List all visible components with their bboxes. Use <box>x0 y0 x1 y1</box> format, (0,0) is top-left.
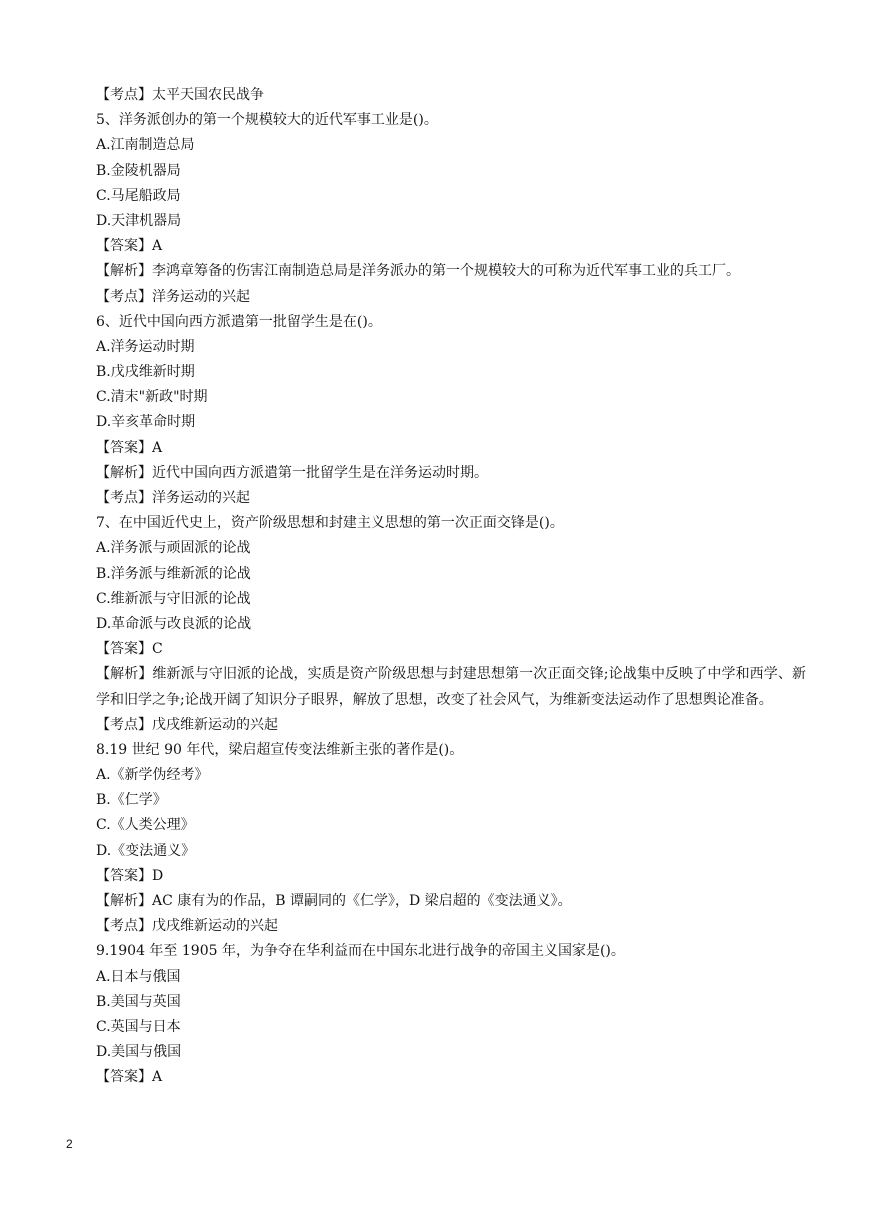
text-line: C.清末"新政"时期 <box>96 389 208 406</box>
text-line: D.辛亥革命时期 <box>96 414 196 431</box>
text-line: 【答案】C <box>96 641 163 658</box>
text-line: D.革命派与改良派的论战 <box>96 615 252 632</box>
text-line: 【考点】洋务运动的兴起 <box>96 490 250 506</box>
text-line: B.《仁学》 <box>96 792 167 809</box>
text-line: 【答案】A <box>96 439 163 456</box>
text-line: A.《新学伪经考》 <box>96 767 209 784</box>
text-line: 【答案】A <box>96 238 163 255</box>
text-line: C.英国与日本 <box>96 1018 181 1035</box>
document-page <box>96 83 806 1091</box>
text-line: C.《人类公理》 <box>96 817 195 834</box>
text-line: C.维新派与守旧派的论战 <box>96 590 251 607</box>
text-line: A.江南制造总局 <box>96 137 195 154</box>
text-line: 【考点】戊戌维新运动的兴起 <box>96 918 278 935</box>
text-line: 【解析】近代中国向西方派遣第一批留学生是在洋务运动时期。 <box>96 464 488 481</box>
text-line: B.美国与英国 <box>96 993 181 1010</box>
lines-after <box>96 713 806 1091</box>
text-line: 9.1904 年至 1905 年，为争夺在华利益而在中国东北进行战争的帝国主义国家是()。 <box>96 943 625 960</box>
text-line: 5、洋务派创办的第一个规模较大的近代军事工业是()。 <box>96 112 438 129</box>
text-line: D.《变法通义》 <box>96 842 196 859</box>
text-line: 【考点】太平天国农民战争 <box>96 87 264 103</box>
text-line: D.天津机器局 <box>96 212 182 229</box>
text-line: 【解析】AC 康有为的作品，B 谭嗣同的《仁学》，D 梁启超的《变法通义》。 <box>96 893 572 910</box>
text-line: 【解析】李鸿章筹备的伤害江南制造总局是洋务派办的第一个规模较大的可称为近代军事工业的兵工厂。 <box>96 263 740 280</box>
text-line: A.日本与俄国 <box>96 968 181 985</box>
text-line: C.马尾船政局 <box>96 187 181 204</box>
text-line: 【考点】洋务运动的兴起 <box>96 288 250 305</box>
lines-before <box>96 83 806 662</box>
text-line: 8.19 世纪 90 年代，梁启超宣传变法维新主张的著作是()。 <box>96 741 464 758</box>
analysis-paragraph-7: 【解析】维新派与守旧派的论战，实质是资产阶级思想与封建思想第一次正面交锋;论战集中反映了中学和西学、新学和旧学之争;论战开阔了知识分子眼界，解放了思想，改变了社会风气，为维新变法运动作了思想舆论准备。 <box>96 666 806 708</box>
text-line: B.戊戌维新时期 <box>96 364 195 381</box>
text-line: 6、近代中国向西方派遣第一批留学生是在()。 <box>96 313 382 330</box>
text-line: A.洋务派与顽固派的论战 <box>96 540 251 557</box>
text-line: 7、在中国近代史上，资产阶级思想和封建主义思想的第一次正面交锋是()。 <box>96 515 564 532</box>
text-line: B.金陵机器局 <box>96 162 181 179</box>
page-number: 2 <box>66 1137 73 1151</box>
text-line: A.洋务运动时期 <box>96 338 195 355</box>
text-line: 【考点】戊戌维新运动的兴起 <box>96 716 278 733</box>
text-line: D.美国与俄国 <box>96 1044 182 1061</box>
text-line: 【答案】D <box>96 867 164 884</box>
text-line: 【答案】A <box>96 1069 163 1086</box>
text-line: B.洋务派与维新派的论战 <box>96 565 251 582</box>
